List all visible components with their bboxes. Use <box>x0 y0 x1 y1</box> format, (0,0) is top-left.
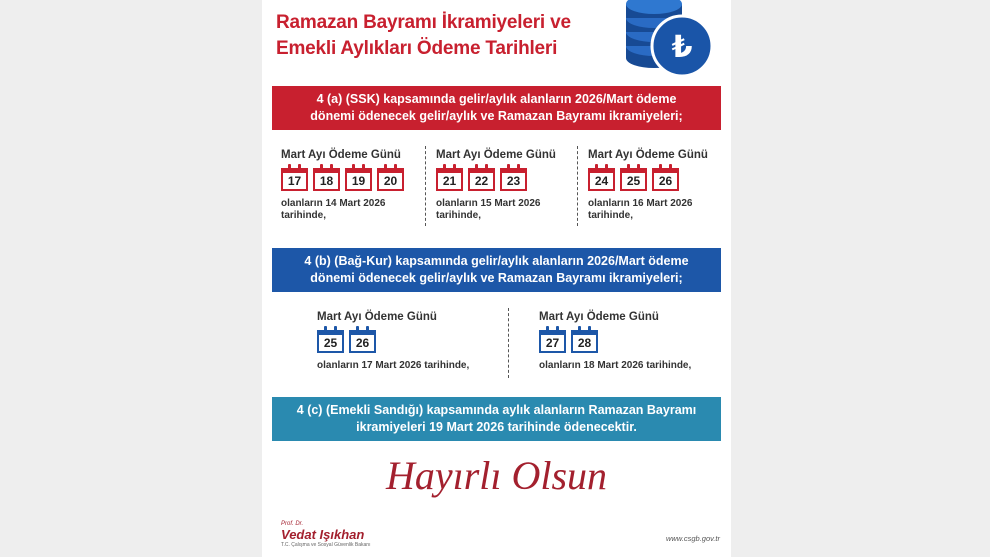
group-label: Mart Ayı Ödeme Günü <box>436 149 556 161</box>
calendar-day-icon: 25 <box>620 168 647 191</box>
section-a-group-3 <box>588 149 708 222</box>
signature-role: T.C. Çalışma ve Sosyal Güvenlik Bakanı <box>281 542 371 548</box>
calendar-day-icon: 21 <box>436 168 463 191</box>
signature-prefix: Prof. Dr. <box>281 521 304 527</box>
section-b-line-2: dönemi ödenecek gelir/aylık ve Ramazan Bayramı ikramiyeleri; <box>310 271 683 285</box>
calendar-day-icon: 27 <box>539 330 566 353</box>
section-b-group-1 <box>317 311 469 372</box>
section-c-banner <box>272 397 721 441</box>
closing-message: Hayırlı Olsun <box>385 453 608 498</box>
section-b-banner <box>272 248 721 292</box>
section-a-line-2: dönemi ödenecek gelir/aylık ve Ramazan Bayramı ikramiyeleri; <box>310 109 683 123</box>
calendar-day-icon: 26 <box>652 168 679 191</box>
section-a-group-1 <box>281 149 404 222</box>
calendar-days <box>436 168 556 191</box>
calendar-day-icon: 22 <box>468 168 495 191</box>
title-line-2: Emekli Aylıkları Ödeme Tarihleri <box>276 38 558 59</box>
calendar-day-icon: 28 <box>571 330 598 353</box>
calendar-days <box>317 330 469 353</box>
section-c-line-2: ikramiyeleri 19 Mart 2026 tarihinde ödenecektir. <box>356 420 637 434</box>
dashed-divider <box>425 146 426 226</box>
section-b-line-1: 4 (b) (Bağ-Kur) kapsamında gelir/aylık alanların 2026/Mart ödeme <box>304 254 689 268</box>
page-title <box>276 10 626 62</box>
left-background <box>0 0 262 557</box>
infographic-poster <box>262 0 731 557</box>
title-line-1: Ramazan Bayramı İkramiyeleri ve <box>276 12 571 33</box>
group-date-text: olanların 17 Mart 2026 tarihinde, <box>317 360 470 371</box>
group-date-text: olanların 16 Mart 2026 tarihinde, <box>588 198 693 221</box>
calendar-day-icon: 23 <box>500 168 527 191</box>
calendar-day-icon: 24 <box>588 168 615 191</box>
signature <box>281 521 370 548</box>
group-date-text: olanların 14 Mart 2026 tarihinde, <box>281 198 386 221</box>
group-date-text: olanların 18 Mart 2026 tarihinde, <box>539 360 692 371</box>
coin-stack-icon <box>624 0 714 78</box>
section-a-group-2 <box>436 149 556 222</box>
section-c-line-1: 4 (c) (Emekli Sandığı) kapsamında aylık alanların Ramazan Bayramı <box>296 403 697 417</box>
calendar-days <box>539 330 691 353</box>
group-label: Mart Ayı Ödeme Günü <box>539 311 659 323</box>
dashed-divider <box>577 146 578 226</box>
calendar-day-icon: 26 <box>349 330 376 353</box>
dashed-divider <box>508 308 509 378</box>
calendar-day-icon: 17 <box>281 168 308 191</box>
calendar-day-icon: 19 <box>345 168 372 191</box>
group-date-text: olanların 15 Mart 2026 tarihinde, <box>436 198 541 221</box>
section-b-group-2 <box>539 311 691 372</box>
lira-symbol: ₺ <box>671 30 693 65</box>
calendar-days <box>588 168 708 191</box>
group-label: Mart Ayı Ödeme Günü <box>588 149 708 161</box>
calendar-days <box>281 168 404 191</box>
group-label: Mart Ayı Ödeme Günü <box>317 311 437 323</box>
section-a-line-1: 4 (a) (SSK) kapsamında gelir/aylık alanların 2026/Mart ödeme <box>316 92 677 106</box>
group-label: Mart Ayı Ödeme Günü <box>281 149 401 161</box>
right-background <box>731 0 990 557</box>
website-link[interactable]: www.csgb.gov.tr <box>665 534 720 543</box>
calendar-day-icon: 20 <box>377 168 404 191</box>
calendar-day-icon: 25 <box>317 330 344 353</box>
signature-name: Vedat Işıkhan <box>281 527 365 542</box>
section-a-banner <box>272 86 721 130</box>
calendar-day-icon: 18 <box>313 168 340 191</box>
